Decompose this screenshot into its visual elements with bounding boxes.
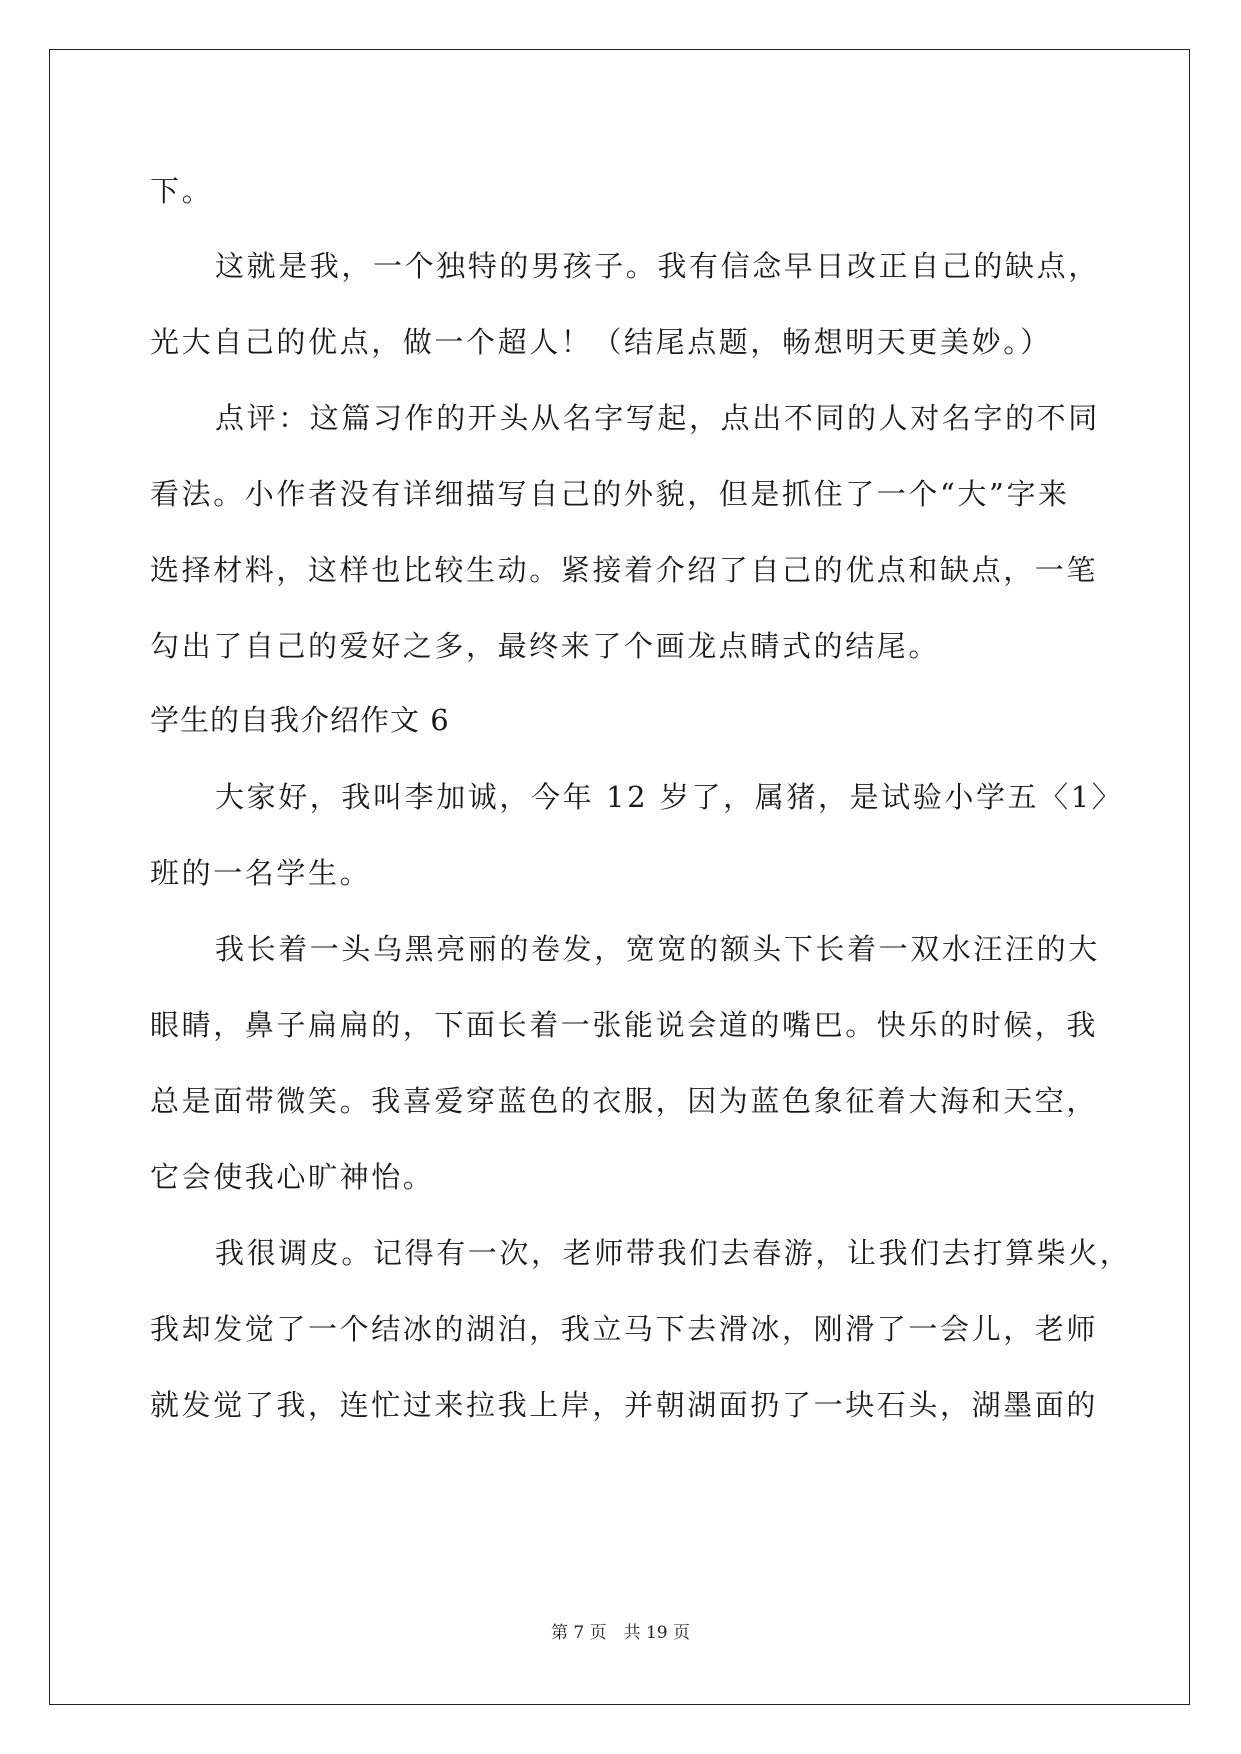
text-line: 就发觉了我，连忙过来拉我上岸，并朝湖面扔了一块石头，湖墨面的 [150, 1388, 1099, 1422]
text-line: 这就是我，一个独特的男孩子。我有信念早日改正自己的缺点， [215, 249, 1100, 283]
text-line: 眼睛，鼻子扁扁的，下面长着一张能说会道的嘴巴。快乐的时候，我 [150, 1008, 1099, 1042]
section-heading: 学生的自我介绍作文 6 [150, 703, 450, 737]
text-line: 勾出了自己的爱好之多，最终来了个画龙点睛式的结尾。 [150, 629, 941, 663]
text-line: 选择材料，这样也比较生动。紧接着介绍了自己的优点和缺点，一笔 [150, 553, 1099, 587]
text-line: 大家好，我叫李加诚，今年 12 岁了，属猪，是试验小学五〈1〉 [215, 780, 1124, 814]
text-line: 光大自己的优点，做一个超人！（结尾点题，畅想明天更美妙。） [150, 325, 1052, 359]
text-line: 总是面带微笑。我喜爱穿蓝色的衣服，因为蓝色象征着大海和天空， [150, 1084, 1099, 1118]
text-line: 它会使我心旷神怡。 [150, 1160, 435, 1194]
text-line: 点评：这篇习作的开头从名字写起，点出不同的人对名字的不同 [215, 401, 1100, 435]
text-line: 我很调皮。记得有一次，老师带我们去春游，让我们去打算柴火， [215, 1236, 1132, 1270]
text-line: 下。 [150, 174, 214, 208]
page-number-footer: 第 7 页 共 19 页 [550, 1623, 691, 1643]
text-line: 我长着一头乌黑亮丽的卷发，宽宽的额头下长着一双水汪汪的大 [215, 932, 1100, 966]
text-line: 班的一名学生。 [150, 856, 372, 890]
text-line: 看法。小作者没有详细描写自己的外貌，但是抓住了一个“大”字来 [150, 477, 1070, 511]
text-line: 我却发觉了一个结冰的湖泊，我立马下去滑冰，刚滑了一会儿，老师 [150, 1312, 1099, 1346]
